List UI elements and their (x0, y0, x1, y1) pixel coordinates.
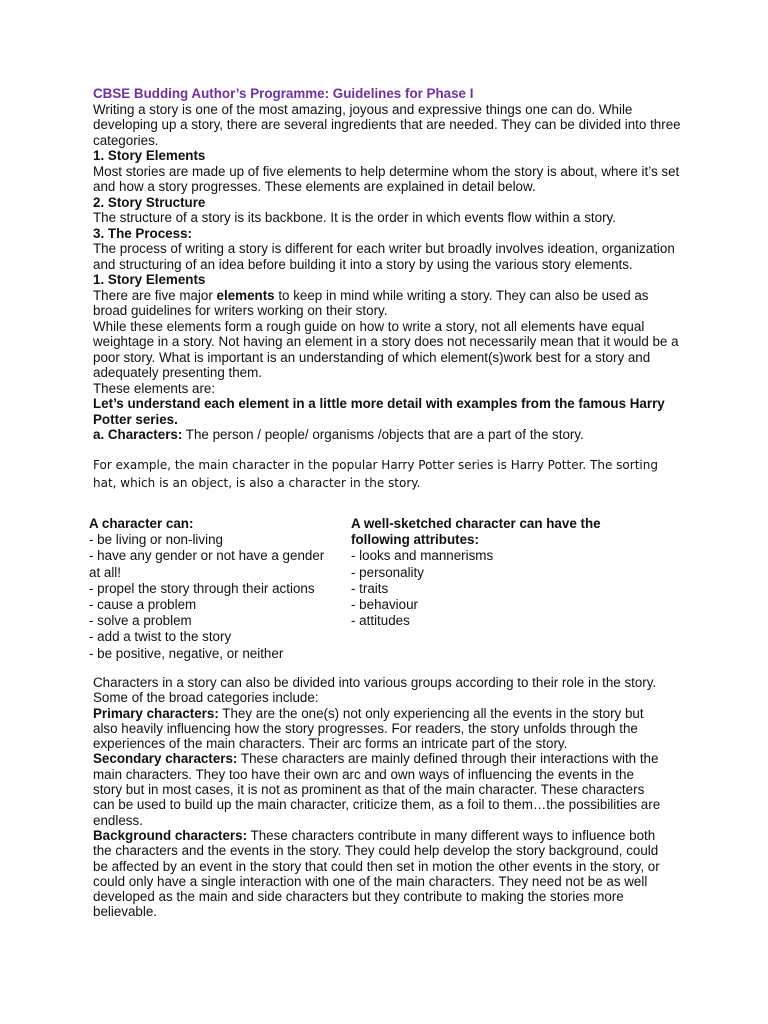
lets-understand-paragraph: Let’s understand each element in a little more detail with examples from the famous Harry Potter series. (93, 396, 665, 427)
primary-characters-paragraph (93, 706, 663, 752)
elements-heading: 1. Story Elements (93, 272, 206, 287)
character-can-column (89, 516, 339, 662)
primary-label: Primary characters: (93, 705, 219, 721)
elements-paragraph-2: While these elements form a rough guide on how to write a story, not all elements have equal weightage in a story. Not having an element in a story does not necessarily mean that it would be a poor story. What is important is an understanding of which element(s)work best for a story and adequately presenting them. (93, 318, 679, 380)
elements-paragraph-3: These elements are: (93, 380, 216, 396)
groups-intro: Characters in a story can also be divided into various groups according to their role in the story. Some of the broad categories include: (93, 675, 657, 706)
list-item: - behaviour (351, 597, 418, 613)
elements-para1-bold: elements (216, 287, 275, 303)
list-item: - propel the story through their actions (89, 580, 315, 596)
background-label: Background characters: (93, 827, 248, 843)
list-item: - cause a problem (89, 597, 197, 613)
elements-paragraph-1 (93, 288, 683, 319)
secondary-characters-paragraph (93, 751, 663, 827)
background-text: These characters contribute in many different ways to influence both the characters and the events in the story. They could help develop the story background, could be affected by an event in the story that could then set in motion the other events in the story, or could only have a single interaction with one of the main characters. They need not be as well developed as the main and side characters but they contribute to making the stories more believable. (93, 827, 660, 920)
page-title: CBSE Budding Author’s Programme: Guidelines for Phase I (93, 86, 474, 101)
well-sketched-column (351, 516, 611, 629)
list-item: - have any gender or not have a gender at all! (89, 548, 325, 580)
document-body (93, 86, 683, 492)
list-item: - solve a problem (89, 613, 192, 629)
section-text-story-structure: The structure of a story is its backbone. It is the order in which events flow within a story. (93, 210, 616, 225)
primary-text: They are the one(s) not only experiencing all the events in the story but also heavily influencing how the story progresses. For readers, the story unfolds through the experiences of the main characters. Their arc forms an intricate part of the story. (93, 705, 644, 752)
elements-para1-pre: There are five major (93, 287, 217, 303)
characters-definition (93, 427, 683, 443)
list-item: - personality (351, 564, 424, 580)
list-item: - traits (351, 580, 389, 596)
list-item: - be positive, negative, or neither (89, 645, 284, 661)
section-heading-process: 3. The Process: (93, 225, 192, 241)
section-text-story-elements: Most stories are made up of five elements to help determine whom the story is about, where it’s set and how a story progresses. These elements are explained in detail below. (93, 163, 680, 194)
character-groups-section (93, 675, 663, 920)
characters-text: The person / people/ organisms /objects that are a part of the story. (182, 427, 584, 442)
elements-para1-post: to keep in mind while writing a story. They can also be used as broad guidelines for writers working on their story. (93, 287, 649, 318)
background-characters-paragraph (93, 828, 663, 920)
character-can-heading: A character can: (89, 516, 194, 531)
secondary-text: These characters are mainly defined through their interactions with the main characters. They too have their own arc and own ways of influencing the events in the story but in most cases, it is not as prominent as that of the main character. These characters can be used to build up the main character, criticize them, as a foil to them…the possibilities are endless. (93, 751, 661, 828)
intro-paragraph: Writing a story is one of the most amazing, joyous and expressive things one can do. While developing up a story, there are several ingredients that are needed. They can be divided into three categories. (93, 101, 681, 148)
section-heading-story-structure: 2. Story Structure (93, 194, 206, 210)
characters-label: a. Characters: (93, 427, 183, 442)
list-item: - looks and mannerisms (351, 548, 494, 564)
list-item: - add a twist to the story (89, 629, 232, 645)
secondary-label: Secondary characters: (93, 751, 238, 767)
well-sketched-heading: A well-sketched character can have the following attributes: (351, 516, 601, 548)
example-paragraph: For example, the main character in the popular Harry Potter series is Harry Potter. The sorting hat, which is an object, is also a character in the story. (93, 457, 658, 490)
section-heading-story-elements: 1. Story Elements (93, 148, 206, 163)
list-item: - attitudes (351, 613, 410, 629)
section-text-process: The process of writing a story is different for each writer but broadly involves ideation, organization and structuring of an idea before building it into a story by using the various story elements. (93, 241, 675, 272)
list-item: - be living or non-living (89, 532, 223, 548)
